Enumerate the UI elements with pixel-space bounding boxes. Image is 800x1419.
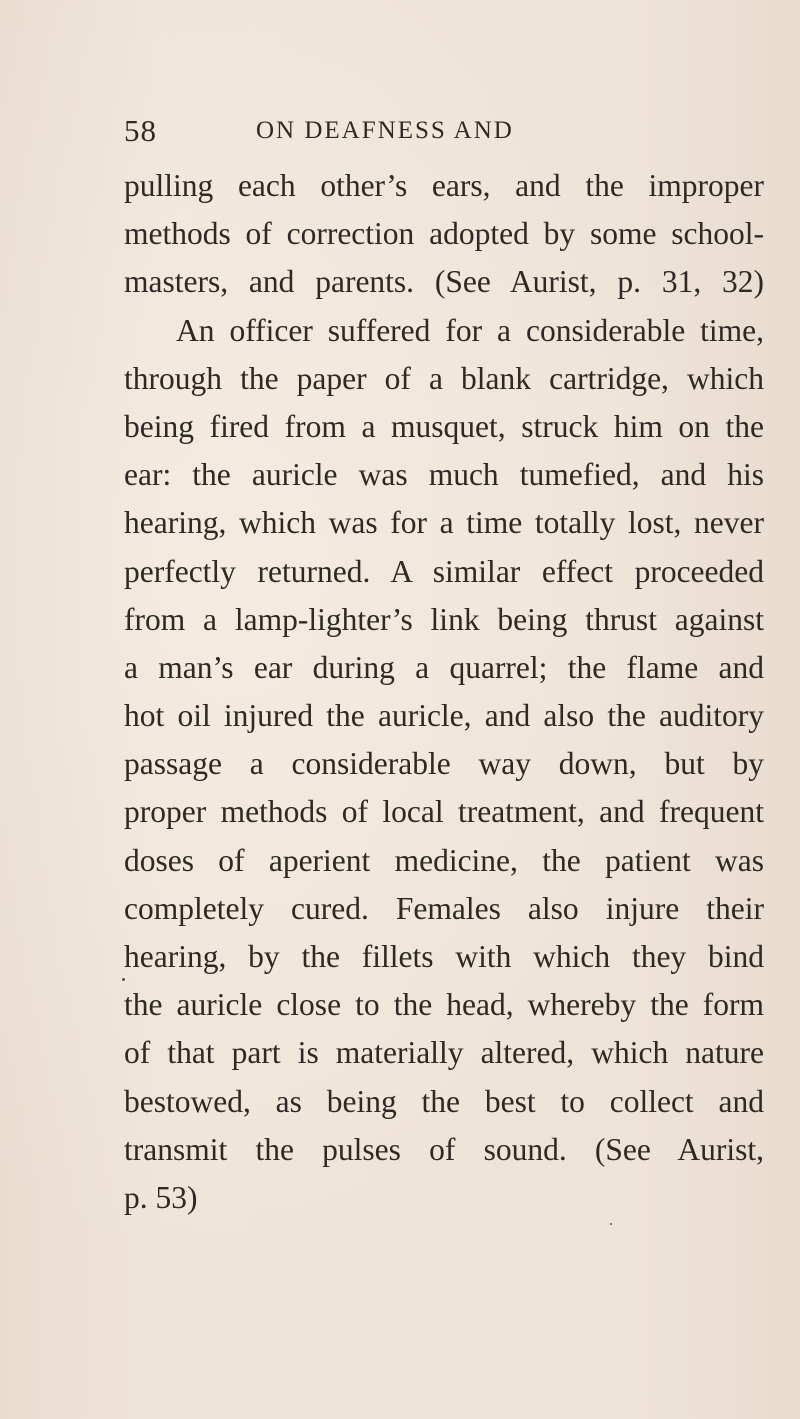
text-line: hot oil injured the auricle, and also the auditory xyxy=(124,698,764,734)
paper-speck xyxy=(610,1223,612,1225)
paper-speck xyxy=(122,978,125,981)
text-line: p. 53) xyxy=(124,1179,198,1215)
text-line: methods of correction adopted by some school- xyxy=(124,216,764,252)
text-line: ear: the auricle was much tumefied, and his xyxy=(124,457,764,493)
text-line: bestowed, as being the best to collect and xyxy=(124,1083,764,1119)
text-line: from a lamp-lighter’s link being thrust against xyxy=(124,601,764,637)
text-line: masters, and parents. (See Aurist, p. 31, 32) xyxy=(124,264,764,300)
text-line: proper methods of local treatment, and frequent xyxy=(124,794,764,830)
running-head: ON DEAFNESS AND xyxy=(256,117,514,144)
text-line: through the paper of a blank cartridge, which xyxy=(124,360,764,396)
text-line: hearing, by the fillets with which they bind xyxy=(124,939,764,974)
text-line: doses of aperient medicine, the patient was xyxy=(124,842,764,878)
page-header xyxy=(124,111,724,151)
text-line: a man’s ear during a quarrel; the flame and xyxy=(124,649,764,685)
body-text xyxy=(124,162,764,1222)
text-line: being fired from a musquet, struck him on the xyxy=(124,408,764,444)
text-line: hearing, which was for a time totally lost, never xyxy=(124,505,764,541)
text-line: pulling each other’s ears, and the improper xyxy=(124,168,764,203)
text-line: passage a considerable way down, but by xyxy=(124,746,764,782)
text-line: perfectly returned. A similar effect proceeded xyxy=(124,553,764,589)
text-line: the auricle close to the head, whereby the form xyxy=(124,987,764,1023)
text-line: An officer suffered for a considerable time, xyxy=(176,312,764,348)
text-line: completely cured. Females also injure their xyxy=(124,890,764,926)
page-number: 58 xyxy=(124,113,157,148)
text-line: of that part is materially altered, which nature xyxy=(124,1035,764,1071)
text-line: transmit the pulses of sound. (See Aurist, xyxy=(124,1131,764,1167)
